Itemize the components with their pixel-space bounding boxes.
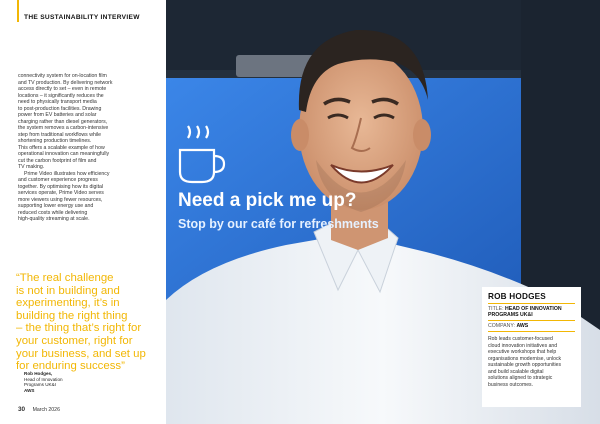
- bio-name: ROB HODGES: [488, 292, 575, 304]
- body-line: reduced costs while delivering: [18, 209, 88, 216]
- article-paragraph-1: [18, 73, 148, 171]
- article-body: [18, 73, 148, 223]
- attribution-title: Head of Innovation: [24, 376, 63, 382]
- bio-line: and build scalable digital: [488, 368, 544, 375]
- bio-title-row: [488, 304, 575, 321]
- body-line: need to physically transport media: [18, 99, 97, 105]
- body-line: cut the carbon footprint of film and: [18, 157, 97, 164]
- body-line: TV making.: [18, 164, 45, 170]
- bio-company-row: [488, 321, 575, 332]
- text-column: [0, 0, 166, 424]
- bio-line: sustainable growth opportunities: [488, 362, 562, 369]
- folio: [18, 406, 60, 413]
- attribution-name: Rob Hodges,: [24, 371, 53, 376]
- body-line: more viewers using fewer resources,: [18, 196, 103, 203]
- body-line: operational innovation can meaningfully: [18, 151, 110, 157]
- pull-quote-line: “The real challenge: [16, 272, 114, 284]
- bio-line: cloud innovation initiatives and: [488, 342, 558, 349]
- body-line: locations – it significantly reduces the: [18, 92, 104, 99]
- issue-date: March 2026: [32, 407, 60, 413]
- attribution-title: Programs UK&I: [24, 382, 56, 388]
- body-line: and customer experience progress: [18, 177, 98, 183]
- bio-line: organisations modernise, unlock: [488, 355, 562, 362]
- body-line: services operate, Prime Video serves: [18, 190, 104, 196]
- bio-line: solutions aligned to strategic: [488, 375, 553, 382]
- section-header: THE SUSTAINABILITY INTERVIEW: [24, 14, 140, 21]
- pull-quote-line: – the thing that’s right for: [16, 322, 142, 335]
- bio-line: executive workshops that help: [488, 349, 557, 356]
- bio-box: [482, 287, 581, 407]
- pull-quote-line: building the right thing: [16, 309, 128, 322]
- body-line: high-quality streaming at scale.: [18, 216, 90, 222]
- bio-line: business outcomes.: [488, 381, 534, 388]
- body-line: the system removes a carbon-intensive: [18, 125, 109, 131]
- pull-quote-line: your business, and set up: [16, 347, 146, 360]
- body-line: and TV production. By delivering network: [18, 79, 113, 86]
- article-paragraph-2: [18, 171, 148, 223]
- pull-quote-line: is not in building and: [16, 284, 120, 297]
- body-line: Prime Video illustrates how efficiency: [24, 170, 110, 177]
- screen-headline: Need a pick me up?: [178, 190, 357, 211]
- bio-company-value: AWS: [516, 323, 529, 330]
- bio-title-value: HEAD OF INNOVATION PROGRAMS UK&I: [488, 306, 562, 319]
- page-number: 30: [18, 406, 26, 413]
- accent-rule: [17, 0, 19, 22]
- body-line: power from EV batteries and solar: [18, 112, 97, 118]
- bio-company-label: COMPANY:: [488, 323, 515, 330]
- attribution-company: AWS: [24, 387, 35, 393]
- body-line: together. By optimising how its digital: [18, 183, 104, 190]
- quote-attribution: [24, 371, 124, 393]
- pull-quote-line: experimenting, it’s in: [16, 297, 120, 310]
- body-line: supporting lower energy use and: [18, 203, 94, 209]
- pull-quote-line: for enduring success”: [16, 360, 125, 373]
- body-line: This offers a scalable example of how: [18, 144, 105, 151]
- body-line: connectivity system for on-location film: [18, 73, 107, 79]
- body-line: access directly to set – even in remote: [18, 86, 107, 92]
- bio-title-label: TITLE:: [488, 306, 504, 312]
- body-line: to post-production facilities. Drawing: [18, 105, 102, 112]
- screen-subline: Stop by our café for refreshments: [178, 217, 379, 231]
- pull-quote: [16, 272, 166, 373]
- bio-line: Rob leads customer-focused: [488, 336, 553, 343]
- bio-description: [488, 336, 575, 388]
- body-line: shortening production timelines.: [18, 138, 92, 144]
- body-line: charging rather than diesel generators,: [18, 118, 108, 125]
- pull-quote-line: your customer, right for: [16, 334, 133, 347]
- body-line: step from traditional workflows while: [18, 131, 102, 138]
